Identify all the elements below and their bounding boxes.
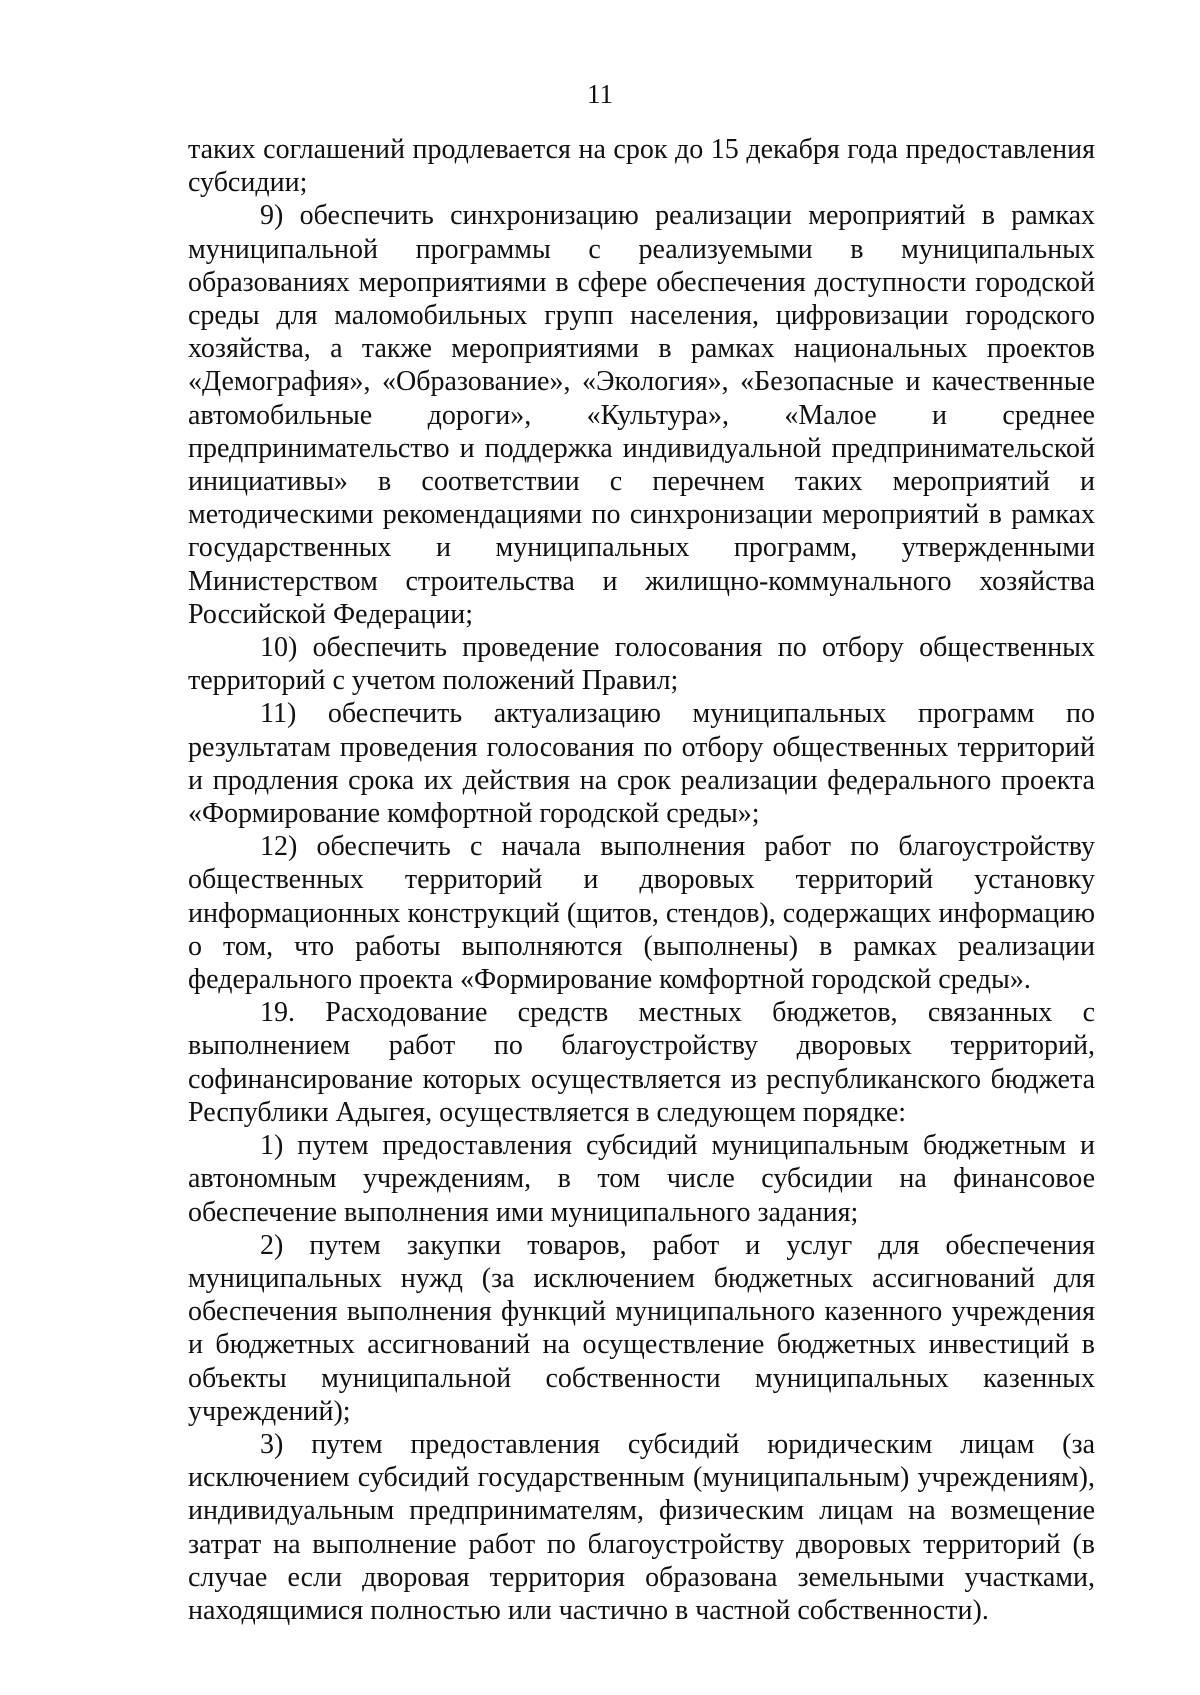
paragraph-continuation: таких соглашений продлевается на срок до 15 декабря года предоставления субсидии; <box>188 134 1095 199</box>
paragraph-item-11: 11) обеспечить актуализацию муниципальных программ по результатам проведения голосования по отбору общественных территорий и продления срока их действия на срок реализации федерального проекта «Формирование комфортной городской среды»; <box>188 698 1095 830</box>
paragraph-item-10: 10) обеспечить проведение голосования по отбору общественных территорий с учетом положений Правил; <box>188 632 1095 697</box>
paragraph-section-19: 19. Расходование средств местных бюджетов, связанных с выполнением работ по благоустройству дворовых территорий, софинансирование которых осуществляется из республиканского бюджета Республики Адыгея, осуществляется в следующем порядке: <box>188 997 1095 1128</box>
paragraph-item-12: 12) обеспечить с начала выполнения работ по благоустройству общественных территорий и дворовых территорий установку информационных конструкций (щитов, стендов), содержащих информацию о том, что работы выполняются (выполнены) в рамках реализации федерального проекта «Формирование комфортной городской среды». <box>188 831 1095 996</box>
paragraph-subitem-2: 2) путем закупки товаров, работ и услуг для обеспечения муниципальных нужд (за исключением бюджетных ассигнований для обеспечения выполнения функций муниципального казенного учреждения и бюджетных ассигнований на осуществление бюджетных инвестиций в объекты муниципальной собственности муниципальных казенных учреждений); <box>188 1229 1095 1427</box>
page-number: 11 <box>587 79 613 109</box>
paragraph-subitem-3: 3) путем предоставления субсидий юридическим лицам (за исключением субсидий государственным (муниципальным) учреждениям), индивидуальным предпринимателям, физическим лицам на возмещение затрат на выполнение работ по благоустройству дворовых территорий (в случае если дворовая территория образована земельными участками, находящимися полностью или частично в частной собственности). <box>188 1428 1095 1626</box>
document-body <box>188 133 1095 1627</box>
paragraph-item-9: 9) обеспечить синхронизацию реализации мероприятий в рамках муниципальной программы с реализуемыми в муниципальных образованиях мероприятиями в сфере обеспечения доступности городской среды для маломобильных групп населения, цифровизации городского хозяйства, а также мероприятиями в рамках национальных проектов «Демография», «Образование», «Экология», «Безопасные и качественные автомобильные дороги», «Культура», «Малое и среднее предпринимательство и поддержка индивидуальной предпринимательской инициативы» в соответствии с перечнем таких мероприятий и методическими рекомендациями по синхронизации мероприятий в рамках государственных и муниципальных программ, утвержденными Министерством строительства и жилищно-коммунального хозяйства Российской Федерации; <box>188 200 1095 630</box>
paragraph-subitem-1: 1) путем предоставления субсидий муниципальным бюджетным и автономным учреждениям, в том числе субсидии на финансовое обеспечение выполнения ими муниципального задания; <box>188 1130 1095 1228</box>
